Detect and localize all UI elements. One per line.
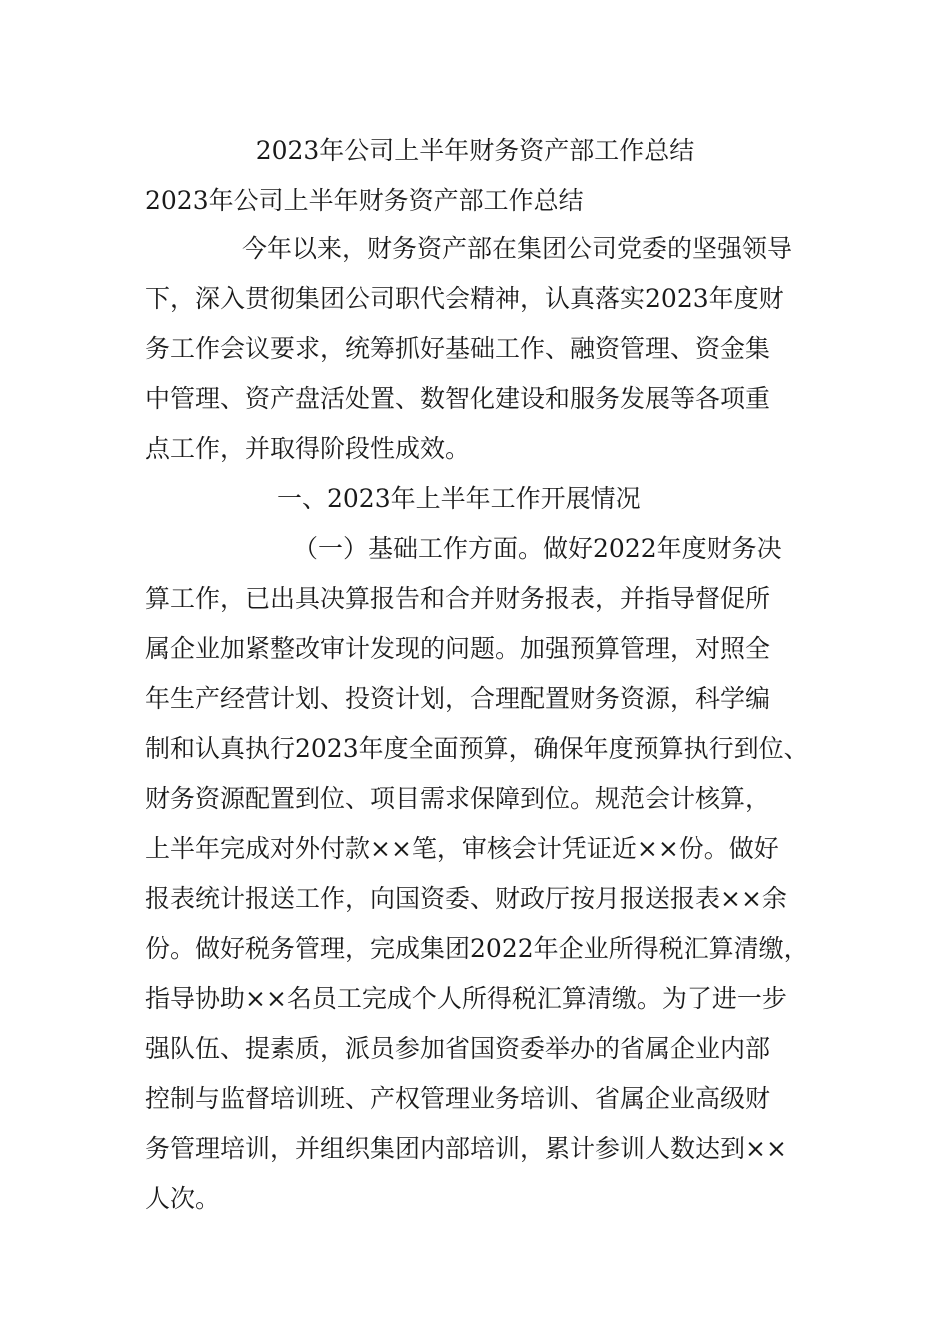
document-title: 2023年公司上半年财务资产部工作总结 bbox=[255, 136, 695, 165]
section-heading: 一、2023年上半年工作开展情况 bbox=[277, 484, 641, 513]
paragraph-line: 份。做好税务管理，完成集团2022年企业所得税汇算清缴， bbox=[145, 934, 809, 963]
paragraph-line: （一）基础工作方面。做好2022年度财务决 bbox=[293, 534, 782, 563]
paragraph-line: 下，深入贯彻集团公司职代会精神，认真落实2023年度财 bbox=[145, 284, 784, 313]
paragraph-line: 属企业加紧整改审计发现的问题。加强预算管理，对照全 bbox=[145, 634, 771, 663]
paragraph-line: 上半年完成对外付款××笔，审核会计凭证近××份。做好 bbox=[145, 834, 779, 863]
paragraph-line: 财务资源配置到位、项目需求保障到位。规范会计核算， bbox=[145, 784, 771, 813]
paragraph-line: 报表统计报送工作，向国资委、财政厅按月报送报表××余 bbox=[145, 884, 787, 913]
section-paragraph bbox=[145, 524, 809, 1224]
paragraph-line: 中管理、资产盘活处置、数智化建设和服务发展等各项重 bbox=[145, 384, 771, 413]
paragraph-line: 强队伍、提素质，派员参加省国资委举办的省属企业内部 bbox=[145, 1034, 771, 1063]
paragraph-line: 点工作，并取得阶段性成效。 bbox=[145, 434, 471, 463]
document-subtitle: 2023年公司上半年财务资产部工作总结 bbox=[145, 186, 584, 215]
paragraph-line: 人次。 bbox=[145, 1184, 221, 1213]
paragraph-line: 控制与监督培训班、产权管理业务培训、省属企业高级财 bbox=[145, 1084, 771, 1113]
paragraph-line: 年生产经营计划、投资计划，合理配置财务资源，科学编 bbox=[145, 684, 771, 713]
paragraph-line: 指导协助××名员工完成个人所得税汇算清缴。为了进一步 bbox=[145, 984, 787, 1013]
paragraph-line: 制和认真执行2023年度全面预算，确保年度预算执行到位、 bbox=[145, 734, 809, 763]
paragraph-line: 算工作，已出具决算报告和合并财务报表，并指导督促所 bbox=[145, 584, 771, 613]
paragraph-line: 今年以来，财务资产部在集团公司党委的坚强领导 bbox=[242, 234, 793, 263]
paragraph-line: 务工作会议要求，统筹抓好基础工作、融资管理、资金集 bbox=[145, 334, 771, 363]
paragraph-line: 务管理培训，并组织集团内部培训，累计参训人数达到×× bbox=[145, 1134, 787, 1163]
intro-paragraph bbox=[145, 224, 805, 474]
